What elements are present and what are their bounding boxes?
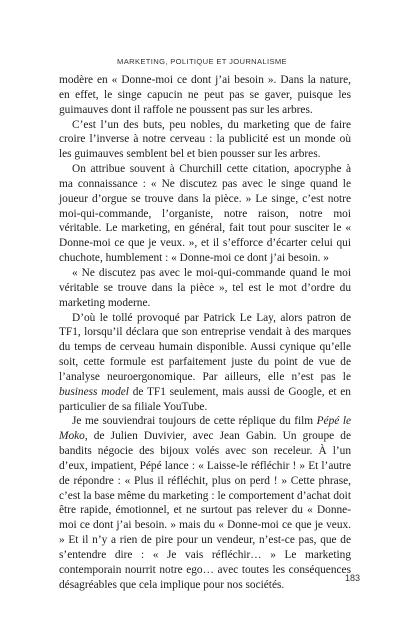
paragraph (59, 414, 351, 592)
text-segment: , de Julien Duvivier, avec Jean Gabin. Un groupe de bandits négocie des bijoux volés avec son receleur. À l’un d’eux, impatient, Pépé lance : « Laisse-le réfléchir ! » Et l’autre de répondre : « Plus il réfléchit, plus on perd ! » Cette phrase, c’est la base même du marketing : le comportement d’achat doit être rapide, émotionnel, et ne surtout pas relever du « Donne-moi ce dont j’ai besoin. » mais du « Donne-moi ce que je veux. » Et il n’y a rien de pire pour un vendeur, n’est-ce pas, que de s’entendre dire : « Je vais réfléchir… » Le marketing contemporain nourrit notre ego… avec toutes les conséquences désagréables que cela implique pour nos sociétés. (59, 430, 351, 591)
italic-term: business model (59, 385, 129, 398)
page-number: 183 (344, 573, 360, 583)
paragraph (59, 118, 351, 163)
paragraph (59, 73, 351, 118)
body-text (59, 73, 351, 593)
paragraph (59, 311, 351, 415)
running-head: MARKETING, POLITIQUE ET JOURNALISME (117, 57, 287, 66)
paragraph (59, 266, 351, 311)
text-segment: D’où le tollé provoqué par Patrick Le Lay, alors patron de TF1, lorsqu’il déclara que son entreprise vendait à des marques du temps de cerveau humain disponible. Aussi cynique qu’elle soit, cette formule est parfaitement juste du point de vue de l’analyse neuroergonomique. Par ailleurs, elle n’est pas le (59, 311, 351, 383)
text-segment: « Ne discutez pas avec le moi-qui-commande quand le moi véritable se trouve dans la pièce », tel est le mot d’ordre du marketing moderne. (59, 266, 351, 309)
text-segment: On attribue souvent à Churchill cette citation, apocryphe à ma connaissance : « Ne discutez pas avec le singe quand le joueur d’orgue se trouve dans la pièce. » Le singe, c’est notre moi-qui-commande, l’organiste, notre raison, notre moi véritable. Le marketing, en général, fait tout pour susciter le « Donne-moi ce que je veux. », et il s’efforce d’écarter celui qui chuchote, humblement : « Donne-moi ce dont j’ai besoin. » (59, 163, 351, 265)
text-segment: C’est l’un des buts, peu nobles, du marketing que de faire croire l’inverse à notre cerveau : la publicité est un monde où les guimauves semblent bel et bien pousser sur les arbres. (59, 118, 351, 161)
text-segment: modère en « Donne-moi ce dont j’ai besoin ». Dans la nature, en effet, le singe capucin ne peut pas se gaver, puisque les guimauves dont il raffole ne poussent pas sur les arbres. (59, 74, 351, 116)
paragraph (59, 162, 351, 266)
film-title: Pépé le Moko (59, 415, 352, 443)
text-segment: Je me souviendrai toujours de cette réplique du film (72, 415, 317, 428)
text-segment: de TF1 seulement, mais aussi de Google, et en particulier de sa filiale YouTube. (59, 385, 351, 413)
